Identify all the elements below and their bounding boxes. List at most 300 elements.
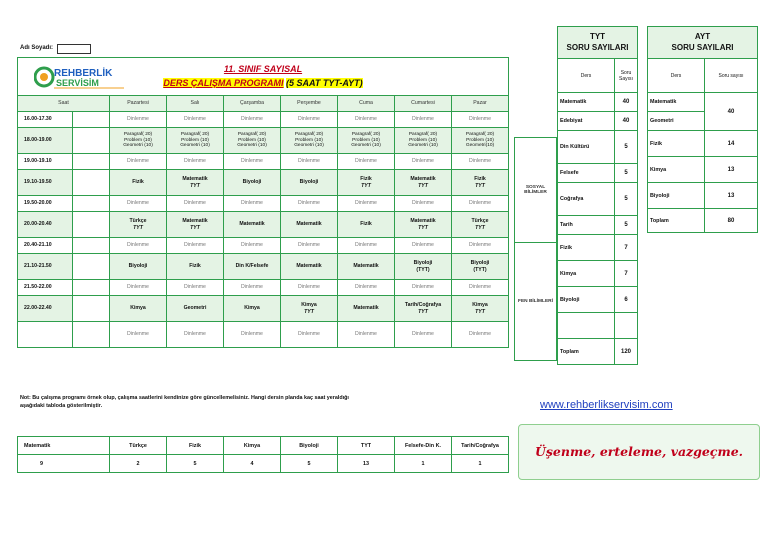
schedule-cell [167, 170, 224, 196]
schedule-cell-text: Fizik [189, 263, 201, 270]
day-header: Cuma [338, 96, 395, 112]
schedule-cell-text: Biyoloji [128, 263, 148, 270]
schedule-cell [395, 128, 452, 154]
schedule-cell [395, 212, 452, 238]
schedule-cell-text: Türkçe [471, 218, 489, 224]
schedule-cell [281, 254, 338, 280]
schedule-cell [338, 296, 395, 322]
schedule-cell-text: Tarih/Coğrafya [404, 302, 442, 308]
logo-text-2: SERVİSİM [56, 78, 99, 88]
schedule-cell-text: Dinlenme [355, 284, 377, 291]
blank-cell [73, 112, 110, 128]
schedule-cell-text: TYT [133, 224, 143, 231]
schedule-cell-text: Dinlenme [412, 242, 434, 249]
schedule-cell [110, 170, 167, 196]
schedule-cell-text: Matematik [182, 176, 208, 182]
schedule-cell-text: Dinlenme [469, 284, 491, 291]
schedule-cell [281, 296, 338, 322]
schedule-cell-text: Dinlenme [355, 200, 377, 207]
ayt-ders: Toplam [648, 209, 705, 233]
schedule-cell-text: TYT [190, 224, 200, 231]
schedule-cell-text: Paragraf( 20) [465, 131, 495, 137]
schedule-cell-text: Dinlenme [298, 158, 320, 165]
schedule-cell-text: Paragraf( 20) [123, 131, 153, 137]
tyt-ders [558, 313, 615, 339]
schedule-cell [338, 280, 395, 296]
schedule-cell-text: Problem (10) [124, 137, 152, 143]
time-slot: 20.40-21.10 [18, 238, 73, 254]
schedule-cell-text: Dinlenme [412, 158, 434, 165]
schedule-cell [167, 154, 224, 170]
schedule-cell [110, 196, 167, 212]
schedule-cell-text: Biyoloji [413, 260, 433, 266]
tyt-soru [615, 313, 638, 339]
time-slot: 21.50-22.00 [18, 280, 73, 296]
ayt-soru: 80 [705, 209, 758, 233]
schedule-cell [395, 280, 452, 296]
ayt-title: AYT SORU SAYILARI [648, 27, 758, 59]
day-header: Cumartesi [395, 96, 452, 112]
schedule-cell [167, 238, 224, 254]
day-header: Çarşamba [224, 96, 281, 112]
schedule-cell-text: Dinlenme [469, 242, 491, 249]
schedule-cell [395, 296, 452, 322]
schedule-cell-text: Dinlenme [298, 200, 320, 207]
schedule-cell-text: Dinlenme [355, 242, 377, 249]
schedule-cell-text: Paragraf( 20) [351, 131, 381, 137]
group-sosyal: SOSYAL BİLİMLER [515, 138, 557, 243]
schedule-cell-text: Dinlenme [241, 116, 263, 123]
schedule-cell [281, 212, 338, 238]
tyt-soru: 5 [615, 183, 638, 216]
schedule-cell-text: Dinlenme [241, 242, 263, 249]
page-title-line1: 11. SINIF SAYISAL [223, 64, 303, 74]
title-program: DERS ÇALIŞMA PROGRAMI [163, 78, 284, 88]
schedule-cell-text: Paragraf( 20) [180, 131, 210, 137]
schedule-cell-text: Dinlenme [469, 331, 491, 338]
summary-value: 9 [18, 455, 110, 473]
schedule-cell-text: TYT [190, 182, 200, 189]
schedule-cell [281, 238, 338, 254]
schedule-cell [395, 254, 452, 280]
schedule-cell-text: Dinlenme [184, 284, 206, 291]
schedule-cell-text: Dinlenme [355, 331, 377, 338]
blank-cell [73, 170, 110, 196]
schedule-cell-text: Kimya [130, 305, 146, 312]
schedule-cell-text: Biyoloji [299, 179, 319, 186]
schedule-cell [395, 322, 452, 348]
schedule-cell-text: Dinlenme [241, 158, 263, 165]
summary-value: 4 [224, 455, 281, 473]
schedule-row [18, 112, 509, 128]
schedule-cell [110, 296, 167, 322]
time-slot: 22.00-22.40 [18, 296, 73, 322]
schedule-cell [395, 112, 452, 128]
group-fen: FEN BİLİMLERİ [515, 243, 557, 361]
schedule-cell [167, 196, 224, 212]
schedule-cell-text: Matematik [239, 221, 265, 228]
schedule-cell-text: (TYT) [473, 266, 487, 273]
schedule-row [18, 212, 509, 238]
schedule-cell-text: Matematik [353, 305, 379, 312]
schedule-cell-text: Dinlenme [412, 200, 434, 207]
schedule-cell-text: Problem (10) [295, 137, 323, 143]
schedule-row [18, 128, 509, 154]
schedule-cell-text: Problem (10) [352, 137, 380, 143]
tyt-col-soru: Soru Sayısı [615, 59, 638, 93]
summary-label: Türkçe [110, 437, 167, 455]
schedule-cell [338, 128, 395, 154]
schedule-cell-text: Dinlenme [127, 116, 149, 123]
summary-label: Biyoloji [281, 437, 338, 455]
schedule-cell-text: Fizik [474, 176, 486, 182]
tyt-soru: 5 [615, 164, 638, 183]
schedule-cell [167, 254, 224, 280]
schedule-cell-text: Dinlenme [127, 242, 149, 249]
time-slot: 16.00-17.30 [18, 112, 73, 128]
schedule-cell [110, 238, 167, 254]
ayt-col-soru: Soru sayısı [705, 59, 758, 93]
blank-cell [73, 212, 110, 238]
schedule-cell [110, 128, 167, 154]
time-slot [18, 322, 73, 348]
schedule-cell [281, 112, 338, 128]
tyt-ders: Din Kültürü [558, 131, 615, 164]
tyt-ders: Matematik [558, 93, 615, 112]
schedule-cell-text: Geometri (10) [180, 143, 210, 149]
schedule-cell-text: Problem (10) [181, 137, 209, 143]
day-header: Pazar [452, 96, 509, 112]
schedule-cell-text: Biyoloji [470, 260, 490, 266]
schedule-cell [452, 112, 509, 128]
page-title-line2 [18, 78, 508, 89]
schedule-cell-text: Kimya [301, 302, 317, 308]
schedule-row [18, 196, 509, 212]
study-schedule-table [17, 57, 509, 348]
schedule-cell [224, 128, 281, 154]
time-slot: 18.00-19.00 [18, 128, 73, 154]
schedule-row [18, 254, 509, 280]
schedule-row [18, 170, 509, 196]
summary-label: Kimya [224, 437, 281, 455]
schedule-cell-text: Matematik [296, 263, 322, 270]
schedule-cell-text: (TYT) [416, 266, 430, 273]
blank-cell [73, 128, 110, 154]
schedule-cell-text: Geometri(10) [465, 143, 495, 149]
ayt-question-count-table [647, 26, 758, 233]
summary-value: 1 [452, 455, 509, 473]
schedule-cell [452, 254, 509, 280]
schedule-cell [338, 154, 395, 170]
schedule-cell-text: Biyoloji [242, 179, 262, 186]
tyt-soru: 7 [615, 261, 638, 287]
schedule-cell [167, 212, 224, 238]
schedule-cell-text: Dinlenme [127, 200, 149, 207]
schedule-cell [224, 280, 281, 296]
tyt-ders: Coğrafya [558, 183, 615, 216]
schedule-row [18, 322, 509, 348]
schedule-cell-text: Problem (10) [466, 137, 494, 143]
summary-label: Tarih/Coğrafya [452, 437, 509, 455]
schedule-cell-text: Geometri (10) [408, 143, 438, 149]
schedule-cell-text: Dinlenme [127, 331, 149, 338]
summary-label: TYT [338, 437, 395, 455]
day-header: Pazartesi [110, 96, 167, 112]
schedule-cell [395, 154, 452, 170]
schedule-cell-text: Türkçe [129, 218, 147, 224]
schedule-cell [281, 170, 338, 196]
ayt-col-ders: Ders [648, 59, 705, 93]
summary-label: Matematik [18, 437, 110, 455]
schedule-cell [224, 112, 281, 128]
schedule-cell [338, 254, 395, 280]
schedule-cell [338, 238, 395, 254]
summary-value: 13 [338, 455, 395, 473]
schedule-cell-text: Dinlenme [184, 200, 206, 207]
schedule-cell-text: TYT [475, 224, 485, 231]
schedule-cell [338, 322, 395, 348]
schedule-cell-text: Dinlenme [127, 158, 149, 165]
schedule-cell-text: Dinlenme [469, 158, 491, 165]
schedule-cell-text: Paragraf( 20) [408, 131, 438, 137]
schedule-cell-text: Dinlenme [298, 116, 320, 123]
hours-summary-table [17, 436, 509, 473]
summary-label-row [18, 437, 509, 455]
schedule-cell [338, 196, 395, 212]
schedule-cell-text: Problem (10) [409, 137, 437, 143]
summary-label: Felsefe-Din K. [395, 437, 452, 455]
schedule-cell [452, 238, 509, 254]
schedule-cell [224, 322, 281, 348]
schedule-cell-text: Dinlenme [355, 158, 377, 165]
schedule-cell-text: Dinlenme [298, 284, 320, 291]
tyt-col-ders: Ders [558, 59, 615, 93]
tyt-ders: Edebiyat [558, 112, 615, 131]
schedule-cell [452, 212, 509, 238]
website-link[interactable]: www.rehberlikservisim.com [540, 399, 673, 411]
schedule-row [18, 280, 509, 296]
schedule-cell-text: Dinlenme [355, 116, 377, 123]
ayt-ders: Kimya [648, 157, 705, 183]
schedule-cell [395, 196, 452, 212]
schedule-cell-text: Dinlenme [184, 158, 206, 165]
schedule-cell [338, 170, 395, 196]
tyt-ders: Felsefe [558, 164, 615, 183]
schedule-cell-text: Paragraf( 20) [237, 131, 267, 137]
schedule-cell [224, 296, 281, 322]
schedule-cell-text: Dinlenme [412, 116, 434, 123]
schedule-cell-text: Geometri (10) [294, 143, 324, 149]
schedule-cell [452, 296, 509, 322]
schedule-cell-text: Matematik [296, 221, 322, 228]
schedule-cell-text: Matematik [410, 218, 436, 224]
tyt-ders: Fizik [558, 235, 615, 261]
schedule-cell [281, 154, 338, 170]
ayt-ders: Geometri [648, 112, 705, 131]
schedule-cell [281, 128, 338, 154]
time-slot: 21.10-21.50 [18, 254, 73, 280]
summary-value-row [18, 455, 509, 473]
schedule-cell-text: Din K/Felsefe [235, 263, 269, 270]
schedule-cell-text: Dinlenme [241, 331, 263, 338]
schedule-cell-text: Geometri (10) [351, 143, 381, 149]
schedule-cell [167, 112, 224, 128]
schedule-cell [452, 280, 509, 296]
blank-cell [73, 296, 110, 322]
schedule-cell-text: Fizik [360, 221, 372, 228]
summary-value: 5 [167, 455, 224, 473]
schedule-cell-text: Dinlenme [184, 242, 206, 249]
tyt-soru: 6 [615, 287, 638, 313]
schedule-cell [110, 212, 167, 238]
schedule-row [18, 296, 509, 322]
name-field[interactable] [57, 44, 91, 54]
schedule-cell [110, 254, 167, 280]
time-slot: 19.10-19.50 [18, 170, 73, 196]
schedule-cell [224, 212, 281, 238]
schedule-row [18, 154, 509, 170]
note-text: Not: Bu çalışma programı örnek olup, çalışma saatlerini kendinize göre güncellemelisiniz. Hangi dersin planda kaç saat yeraldığı aşağıdaki tabloda gösterilmiştir. [20, 395, 349, 409]
title-hours: (5 SAAT TYT-AYT) [286, 78, 363, 88]
schedule-cell-text: Matematik [410, 176, 436, 182]
day-header: Salı [167, 96, 224, 112]
summary-value: 1 [395, 455, 452, 473]
schedule-cell [452, 196, 509, 212]
tyt-ders: Toplam [558, 339, 615, 365]
subject-group-labels [514, 137, 557, 361]
motto-text: Üşenme, erteleme, vazgeçme. [534, 444, 743, 459]
tyt-soru: 7 [615, 235, 638, 261]
schedule-cell-text: TYT [418, 308, 428, 315]
tyt-ders: Kimya [558, 261, 615, 287]
schedule-cell-text: Matematik [182, 218, 208, 224]
ayt-soru: 40 [705, 93, 758, 131]
time-slot: 19.00-19.10 [18, 154, 73, 170]
schedule-cell-text: Dinlenme [127, 284, 149, 291]
schedule-cell-text: Dinlenme [298, 331, 320, 338]
blank-cell [73, 154, 110, 170]
tyt-ders: Biyoloji [558, 287, 615, 313]
schedule-cell-text: Kimya [244, 305, 260, 312]
summary-label: Fizik [167, 437, 224, 455]
time-slot: 19.50-20.00 [18, 196, 73, 212]
tyt-title: TYT SORU SAYILARI [558, 27, 638, 59]
tyt-soru: 5 [615, 216, 638, 235]
schedule-cell [224, 154, 281, 170]
schedule-cell [338, 112, 395, 128]
schedule-cell [110, 280, 167, 296]
title-banner [18, 58, 509, 96]
tyt-soru: 120 [615, 339, 638, 365]
schedule-cell [110, 112, 167, 128]
schedule-cell-text: TYT [418, 182, 428, 189]
schedule-row [18, 238, 509, 254]
schedule-cell [395, 170, 452, 196]
tyt-soru: 40 [615, 112, 638, 131]
schedule-cell-text: Dinlenme [412, 284, 434, 291]
logo-text-1: REHBERLİK [54, 68, 113, 79]
schedule-cell [281, 196, 338, 212]
schedule-cell-text: Geometri [183, 305, 207, 312]
day-header: Saat [18, 96, 110, 112]
schedule-cell-text: Dinlenme [469, 116, 491, 123]
tyt-soru: 5 [615, 131, 638, 164]
schedule-cell-text: Dinlenme [298, 242, 320, 249]
schedule-cell [110, 154, 167, 170]
schedule-cell-text: Geometri (10) [237, 143, 267, 149]
tyt-soru: 40 [615, 93, 638, 112]
schedule-cell-text: Dinlenme [241, 200, 263, 207]
schedule-cell-text: TYT [475, 308, 485, 315]
schedule-cell-text: Dinlenme [184, 331, 206, 338]
blank-cell [73, 322, 110, 348]
schedule-cell-text: Fizik [360, 176, 372, 182]
name-label: Adı Soyadı: [20, 45, 54, 51]
summary-value: 2 [110, 455, 167, 473]
schedule-cell [452, 128, 509, 154]
schedule-cell [281, 322, 338, 348]
schedule-cell [395, 238, 452, 254]
schedule-cell-text: Paragraf( 20) [294, 131, 324, 137]
schedule-cell-text: Dinlenme [412, 331, 434, 338]
day-header: Perşembe [281, 96, 338, 112]
schedule-cell-text: Problem (10) [238, 137, 266, 143]
blank-cell [73, 238, 110, 254]
schedule-cell [224, 196, 281, 212]
schedule-cell [452, 322, 509, 348]
day-header-row [18, 96, 509, 112]
blank-cell [73, 196, 110, 212]
schedule-cell-text: TYT [304, 308, 314, 315]
schedule-cell [167, 280, 224, 296]
schedule-cell-text: Matematik [353, 263, 379, 270]
ayt-soru: 14 [705, 131, 758, 157]
schedule-cell-text: TYT [475, 182, 485, 189]
schedule-cell [452, 170, 509, 196]
schedule-cell [167, 322, 224, 348]
schedule-cell-text: Dinlenme [469, 200, 491, 207]
schedule-cell [281, 280, 338, 296]
schedule-cell-text: TYT [361, 182, 371, 189]
summary-value: 5 [281, 455, 338, 473]
ayt-soru: 13 [705, 157, 758, 183]
schedule-cell [224, 238, 281, 254]
schedule-cell [452, 154, 509, 170]
schedule-cell [224, 254, 281, 280]
schedule-cell [338, 212, 395, 238]
time-slot: 20.00-20.40 [18, 212, 73, 238]
tyt-ders: Tarih [558, 216, 615, 235]
schedule-cell-text: Dinlenme [241, 284, 263, 291]
schedule-cell-text: Dinlenme [184, 116, 206, 123]
schedule-cell-text: Kimya [472, 302, 488, 308]
schedule-cell [167, 128, 224, 154]
schedule-cell-text: TYT [418, 224, 428, 231]
ayt-ders: Biyoloji [648, 183, 705, 209]
schedule-cell [224, 170, 281, 196]
ayt-ders: Fizik [648, 131, 705, 157]
schedule-cell [167, 296, 224, 322]
blank-cell [73, 254, 110, 280]
schedule-cell-text: Geometri (10) [123, 143, 153, 149]
ayt-ders: Matematik [648, 93, 705, 112]
motto-box [518, 424, 760, 480]
blank-cell [73, 280, 110, 296]
schedule-cell-text: Fizik [132, 179, 144, 186]
tyt-question-count-table [557, 26, 638, 365]
schedule-cell [110, 322, 167, 348]
ayt-soru: 13 [705, 183, 758, 209]
